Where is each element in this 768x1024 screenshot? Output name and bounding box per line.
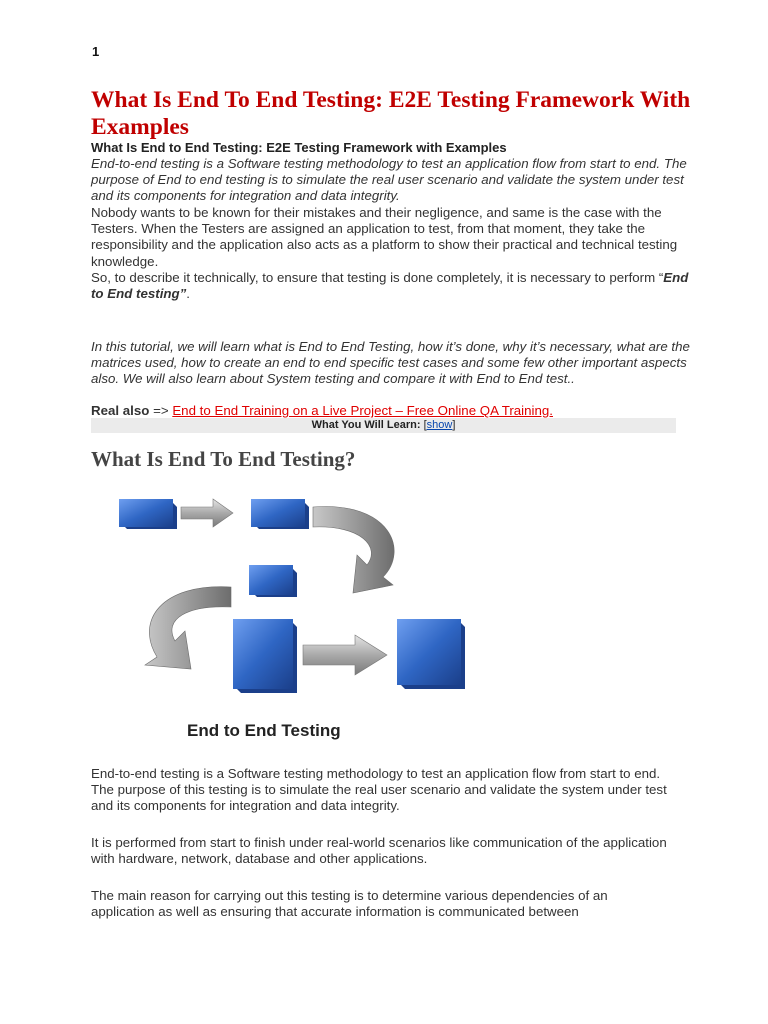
intro-paragraph: Nobody wants to be known for their mistakes and their negligence, and same is the case with the Testers. When the Testers are assigned an application to test, from that moment, they take the responsibility and the application also acts as a platform to show their practical and technical testing knowledge. <box>91 205 678 269</box>
toc-bracket-open: [ <box>423 419 427 431</box>
technical-paragraph <box>91 270 691 302</box>
toc-show-link[interactable]: show <box>426 419 453 431</box>
training-link[interactable]: End to End Training on a Live Project – Free Online QA Training. <box>172 403 553 418</box>
article-subtitle: What Is End to End Testing: E2E Testing Framework with Examples <box>91 140 507 155</box>
table-of-contents-bar <box>91 418 676 433</box>
page-number: 1 <box>92 44 100 59</box>
body-paragraph-1: End-to-end testing is a Software testing methodology to test an application flow from start to end. The purpose of this testing is to simulate the real user scenario and validate the system under test and its components for integration and data integrity. <box>91 766 667 814</box>
process-box-2 <box>251 499 309 529</box>
technical-emphasis: End to End testing” <box>91 270 689 302</box>
toc-label: What You Will Learn: <box>311 419 424 431</box>
process-box-1 <box>119 499 177 529</box>
intro-italic-paragraph: End-to-end testing is a Software testing methodology to test an application flow from start to end. The purpose of End to end testing is to simulate the real user scenario and validate the system under test and its components for integration and data integrity. <box>91 156 687 204</box>
section-heading: What Is End To End Testing? <box>91 447 356 471</box>
technical-prefix: So, to describe it technically, to ensure that testing is done completely, it is necessary to perform “ <box>91 270 664 285</box>
process-box-4 <box>233 619 297 693</box>
body-paragraph-3: The main reason for carrying out this testing is to determine various dependencies of an application as well as ensuring that accurate information is communicated between <box>91 888 608 920</box>
diagram-caption: End to End Testing <box>187 721 341 740</box>
process-box-3 <box>249 565 297 597</box>
end-to-end-diagram <box>91 481 479 743</box>
real-also-line <box>91 403 691 419</box>
toc-bracket-close: ] <box>452 419 456 431</box>
real-also-arrow: => <box>149 403 173 418</box>
real-also-label: Real also <box>91 403 150 418</box>
article-title: What Is End To End Testing: E2E Testing Framework With Examples <box>91 87 691 140</box>
tutorial-italic-paragraph: In this tutorial, we will learn what is End to End Testing, how it’s done, why it’s necessary, what are the matrices used, how to create an end to end specific test cases and some few other important aspects also. We will also learn about System testing and compare it with End to End test.. <box>91 339 690 387</box>
process-box-5 <box>397 619 465 689</box>
technical-suffix: . <box>186 286 190 302</box>
body-paragraph-2: It is performed from start to finish under real-world scenarios like communication of the application with hardware, network, database and other applications. <box>91 835 667 867</box>
